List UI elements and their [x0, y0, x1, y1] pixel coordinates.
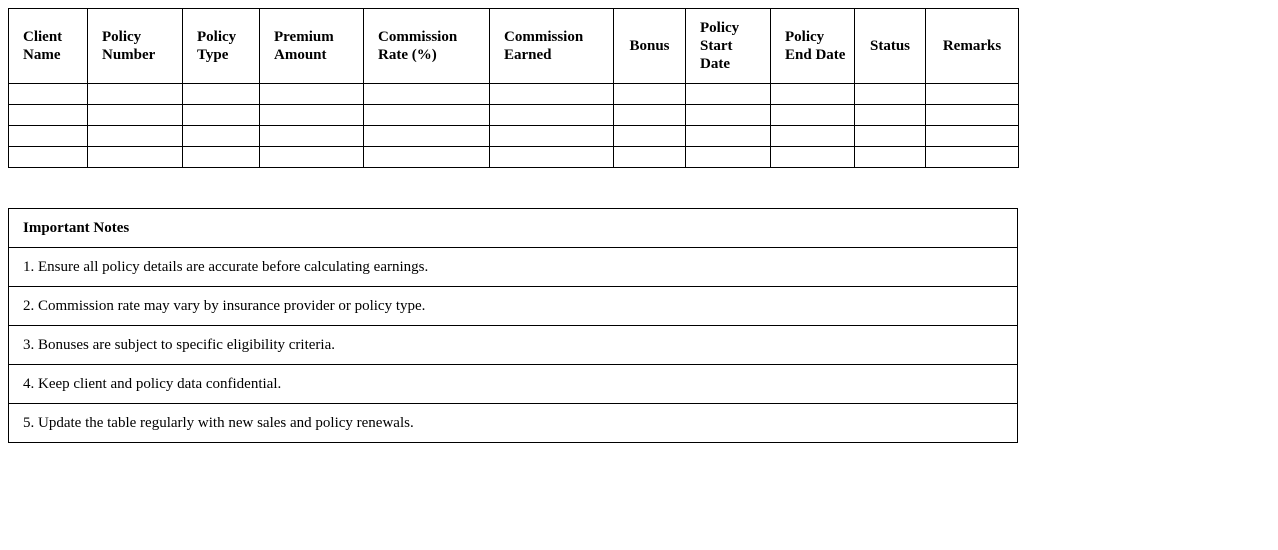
table-cell[interactable] [926, 84, 1019, 105]
header-status: Status [855, 9, 926, 84]
table-cell[interactable] [490, 126, 614, 147]
table-cell[interactable] [855, 84, 926, 105]
table-cell[interactable] [926, 147, 1019, 168]
table-cell[interactable] [855, 126, 926, 147]
table-cell[interactable] [260, 105, 364, 126]
table-cell[interactable] [88, 84, 183, 105]
table-cell[interactable] [9, 105, 88, 126]
table-body [9, 84, 1019, 168]
table-cell[interactable] [614, 105, 686, 126]
note-row [9, 365, 1018, 404]
table-cell[interactable] [490, 84, 614, 105]
header-commission-rate: Commission Rate (%) [364, 9, 490, 84]
table-cell[interactable] [364, 105, 490, 126]
header-policy-start-date: Policy Start Date [686, 9, 771, 84]
header-bonus: Bonus [614, 9, 686, 84]
table-cell[interactable] [490, 105, 614, 126]
table-cell[interactable] [926, 126, 1019, 147]
header-client-name: Client Name [9, 9, 88, 84]
commission-table [8, 8, 1019, 168]
table-cell[interactable] [9, 126, 88, 147]
table-cell[interactable] [614, 84, 686, 105]
table-cell[interactable] [88, 147, 183, 168]
note-row [9, 326, 1018, 365]
note-row [9, 248, 1018, 287]
table-cell[interactable] [88, 126, 183, 147]
table-cell[interactable] [9, 84, 88, 105]
table-cell[interactable] [614, 147, 686, 168]
note-item: 5. Update the table regularly with new sales and policy renewals. [9, 404, 1018, 443]
header-policy-number: Policy Number [88, 9, 183, 84]
notes-title-row [9, 209, 1018, 248]
table-cell[interactable] [771, 105, 855, 126]
table-cell[interactable] [260, 84, 364, 105]
header-policy-type: Policy Type [183, 9, 260, 84]
header-premium-amount: Premium Amount [260, 9, 364, 84]
notes-title: Important Notes [9, 209, 1018, 248]
table-cell[interactable] [686, 126, 771, 147]
table-cell[interactable] [260, 126, 364, 147]
table-cell[interactable] [364, 84, 490, 105]
table-cell[interactable] [771, 126, 855, 147]
table-row [9, 147, 1019, 168]
table-cell[interactable] [855, 147, 926, 168]
table-cell[interactable] [88, 105, 183, 126]
table-row [9, 126, 1019, 147]
notes-table [8, 208, 1018, 443]
table-row [9, 84, 1019, 105]
table-header-row [9, 9, 1019, 84]
table-cell[interactable] [364, 126, 490, 147]
table-cell[interactable] [183, 84, 260, 105]
table-cell[interactable] [183, 147, 260, 168]
header-policy-end-date: Policy End Date [771, 9, 855, 84]
table-cell[interactable] [364, 147, 490, 168]
table-cell[interactable] [490, 147, 614, 168]
header-commission-earned: Commission Earned [490, 9, 614, 84]
table-cell[interactable] [926, 105, 1019, 126]
note-item: 1. Ensure all policy details are accurate before calculating earnings. [9, 248, 1018, 287]
table-cell[interactable] [9, 147, 88, 168]
note-row [9, 404, 1018, 443]
table-cell[interactable] [183, 126, 260, 147]
table-cell[interactable] [771, 84, 855, 105]
note-item: 3. Bonuses are subject to specific eligibility criteria. [9, 326, 1018, 365]
table-cell[interactable] [855, 105, 926, 126]
note-item: 2. Commission rate may vary by insurance provider or policy type. [9, 287, 1018, 326]
table-cell[interactable] [771, 147, 855, 168]
note-item: 4. Keep client and policy data confidential. [9, 365, 1018, 404]
table-row [9, 105, 1019, 126]
table-cell[interactable] [260, 147, 364, 168]
table-cell[interactable] [183, 105, 260, 126]
table-cell[interactable] [686, 105, 771, 126]
note-row [9, 287, 1018, 326]
table-cell[interactable] [686, 147, 771, 168]
table-cell[interactable] [686, 84, 771, 105]
header-remarks: Remarks [926, 9, 1019, 84]
table-cell[interactable] [614, 126, 686, 147]
